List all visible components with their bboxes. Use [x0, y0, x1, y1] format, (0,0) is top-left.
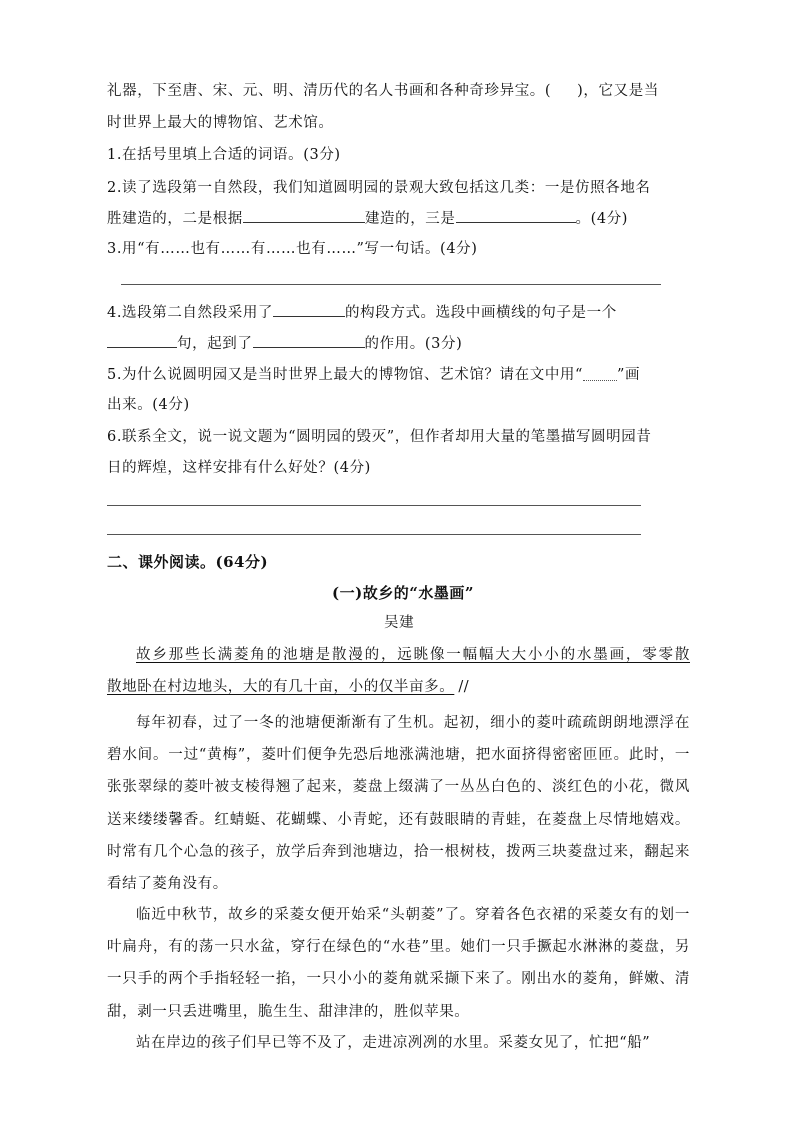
- question-1: 1.在括号里填上合适的词语。(3分): [107, 147, 341, 163]
- question-2-line-1: 2.读了选段第一自然段，我们知道圆明园的景观大致包括这几类：一是仿照各地名: [107, 180, 651, 196]
- question-text: 4.选段第二自然段采用了: [107, 305, 274, 321]
- question-text: 句，起到了: [177, 336, 253, 352]
- answer-blank[interactable]: [243, 208, 365, 223]
- question-text: 的构段方式。选段中画横线的句子是一个: [345, 305, 617, 321]
- section-heading: 二、课外阅读。(64分): [107, 553, 269, 571]
- answer-blank[interactable]: [253, 333, 365, 348]
- passage-line-1: [107, 81, 659, 101]
- question-6-line-1: 6.联系全文，说一说文题为“圆明园的毁灭”，但作者却用大量的笔墨描写圆明园昔: [107, 429, 652, 445]
- answer-blank[interactable]: [456, 208, 576, 223]
- question-2-line-2: [107, 208, 628, 229]
- question-text: 的作用。(3分): [364, 336, 463, 352]
- underlined-sentence: 散地卧在村边地头，大的有几十亩，小的仅半亩多。: [107, 679, 455, 695]
- answer-line[interactable]: [107, 534, 641, 535]
- question-text: ”画: [617, 367, 641, 383]
- passage-text: 礼器，下至唐、宋、元、明、清历代的名人书画和各种奇珍异宝。(: [107, 83, 552, 99]
- question-text: 。(4分): [575, 211, 629, 227]
- question-5-line-1: [107, 365, 640, 385]
- question-text: 建造的，三是: [364, 211, 456, 227]
- passage-text: 时世界上最大的博物馆、艺术馆。: [107, 115, 334, 131]
- passage-line-2: [107, 113, 334, 133]
- wavy-underline-symbol: [583, 370, 617, 381]
- article-paragraph-2: 每年初春，过了一冬的池塘便渐渐有了生机。起初，细小的菱叶疏疏朗朗地漂浮在碧水间。一过“黄梅”，菱叶们便争先恐后地涨满池塘，把水面挤得密密匝匝。此时，一张张翠绿的菱叶被支棱得翘了起来，菱盘上缀满了一丛丛白色的、淡红色的小花，微风送来缕缕馨香。红蜻蜓、花蝴蝶、小青蛇，还有鼓眼睛的青蛙，在菱盘上尽情地嬉戏。时常有几个心急的孩子，放学后奔到池塘边，拾一根树枝，拨两三块菱盘过来，翻起来看结了菱角没有。: [107, 715, 690, 893]
- answer-line[interactable]: [121, 284, 661, 285]
- question-5-line-2: 出来。(4分): [107, 397, 190, 413]
- article-paragraph-1-line-2: [107, 677, 469, 697]
- underlined-sentence: 故乡那些长满菱角的池塘是散漫的，远眺像一幅幅大大小小的水墨画，零零散: [136, 647, 690, 663]
- question-text: 5.为什么说圆明园又是当时世界上最大的博物馆、艺术馆？请在文中用“: [107, 367, 584, 383]
- article-paragraph-3: 临近中秋节，故乡的采菱女便开始采“头朝菱”了。穿着各色衣裙的采菱女有的划一叶扁舟，有的荡一只水盆，穿行在绿色的“水巷”里。她们一只手撅起水淋淋的菱盘，另一只手的两个手指轻轻一掐，一只小小的菱角就采撷下来了。刚出水的菱角，鲜嫩、清甜，剥一只丢进嘴里，脆生生、甜津津的，胜似苹果。: [107, 907, 690, 1020]
- article-paragraph-4: 站在岸边的孩子们早已等不及了，走进凉冽冽的水里。采菱女见了，忙把“船”: [136, 1035, 651, 1051]
- question-text: 胜建造的，二是根据: [107, 211, 243, 227]
- passage-text: )，它又是当: [577, 83, 659, 99]
- question-6-line-2: 日的辉煌，这样安排有什么好处？(4分): [107, 460, 371, 476]
- article-title: (一)故乡的“水墨画”: [332, 584, 474, 602]
- answer-blank[interactable]: [273, 302, 345, 317]
- question-4-line-2: [107, 333, 462, 354]
- question-4-line-1: [107, 302, 617, 323]
- question-3: 3.用“有……也有……有……也有……”写一句话。(4分): [107, 241, 478, 257]
- article-paragraph-1-line-1: [107, 645, 690, 665]
- answer-blank[interactable]: [107, 333, 177, 348]
- answer-line[interactable]: [107, 505, 641, 506]
- paragraph-break-mark: //: [458, 679, 470, 695]
- article-author: 吴建: [384, 615, 415, 631]
